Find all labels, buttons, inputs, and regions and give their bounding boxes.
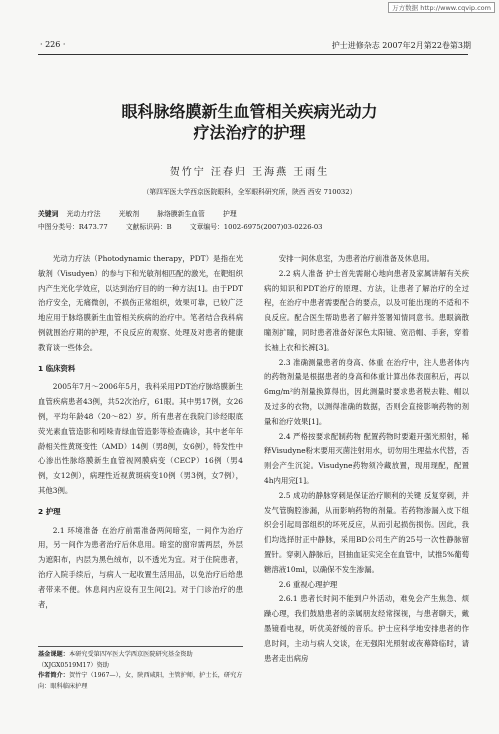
classification-number: 中图分类号：R473.77 bbox=[38, 223, 108, 231]
author-note-text: 贺竹宁（1967—），女，陕西咸阳，主管护师，护士长，研究方向：眼科临床护理 bbox=[38, 672, 243, 690]
affiliation: （第四军医大学西京医院眼科，全军眼科研究所，陕西 西安 710032） bbox=[142, 188, 357, 196]
footnote bbox=[38, 646, 243, 692]
left-column bbox=[38, 252, 243, 612]
body-paragraph: 2.5 成功的静脉穿刺是保证治疗顺利的关键 反复穿刺，并发气管胸腔渗漏，从而影响药物的剂量。若药物渗漏入皮下组织会引起局部组织的坏死反应，从而引起损伤损伤。因此，我们均选择肘正中静脉，采用BD公司生产的25号一次性静脉留置针。穿刺入静脉后，回抽血证实完全在血管中，试推5%葡萄糖溶液10ml，以确保不发生渗漏。 bbox=[264, 490, 469, 574]
keyword: 光动力疗法 bbox=[66, 210, 101, 218]
header-rule bbox=[38, 54, 468, 55]
keywords-line bbox=[38, 208, 253, 218]
keywords-label: 关键词 bbox=[38, 210, 59, 218]
body-paragraph: 2.6 重视心理护理 bbox=[278, 579, 338, 589]
body-paragraph: 2005年7月～2006年5月，我科采用PDT治疗脉络膜新生血管疾病患者43例，共52次治疗，61眼。其中男17例，女26例，平均年龄48（20～82）岁。所有患者在我院门诊经眼底荧光素血管造影和吲哚青绿血管造影等检查确诊，其中老年年龄相关性黄斑变性（AMD）14例（男8例，女6例），特发性中心渗出性脉络膜新生血管视网膜病变（CECP）16例（男4例，女12例），病理性近视黄斑病变10例（男3例，女7例），其他3例。 bbox=[38, 382, 243, 495]
fund-note bbox=[38, 650, 243, 671]
body-paragraph: 2.6.1 患者长时间不能到户外活动，难免会产生焦急、烦躁心理，我们鼓励患者的亲属朋友经常探视，与患者聊天，戴墨镜看电视，听优美舒缓的音乐。护士应科学地安排患者的作息时间，主动与病人交谈，在无强阳光照射或夜幕降临时，请患者走出病房 bbox=[264, 594, 469, 663]
watermark-stamp: 万方数据 http://www.cqvip.com bbox=[388, 2, 495, 13]
body-paragraph: 光动力疗法（Photodynamic therapy，PDT）是指在光敏剂（Visudyen）的参与下和光敏剂相匹配的激光，在靶组织内产生光化学效应，以达到治疗目的的一种方法[1]。由于PDT治疗安全，无痛微创，不损伤正常组织，效果可靠，已较广泛地应用于脉络膜新生血管相关疾病的治疗中。笔者结合我科病例就围治疗期的护理，不良反应的观察、处理及对患者的健康教育谈一些体会。 bbox=[38, 254, 243, 352]
classification-line bbox=[38, 221, 338, 231]
document-code: 文献标识码：B bbox=[125, 223, 172, 231]
article-title-line2: 疗法治疗的护理 bbox=[193, 123, 306, 142]
keyword: 光敏剂 bbox=[118, 210, 140, 218]
journal-header: 护士进修杂志 2007年2月第22卷第3期 bbox=[331, 41, 471, 50]
body-paragraph: 2.4 严格按要求配制药物 配置药物时要避开强光照射，稀释Visudyne粉末要用灭菌注射用水，切勿用生理盐水代替，否则会产生沉淀。Visudyne药物须冷藏放置，现用现配，配置4h内用完[1]。 bbox=[264, 431, 469, 485]
section-heading: 2 护理 bbox=[38, 506, 61, 516]
author-note-label: 作者简介： bbox=[38, 672, 69, 679]
article-title-line1: 眼科脉络膜新生血管相关疾病光动力 bbox=[121, 102, 378, 121]
fund-text: 本研究受第四军医大学西京医院研究基金资助（XJGX0519M17）资助 bbox=[38, 651, 193, 669]
page-number: · 226 · bbox=[40, 40, 66, 49]
body-paragraph: 2.2 病人准备 护士首先需耐心地向患者及家属讲解有关疾病的知识和PDT治疗的原理、方法，让患者了解治疗的全过程，在治疗中患者需要配合的要点，以及可能出现的不适和不良反应。配合医生帮助患者了解并签署知情同意书。患眼滴散瞳剂扩瞳，同时患者准备好深色太阳镜、宽沿帽、手套，穿着长袖上衣和长裤[3]。 bbox=[264, 268, 469, 352]
body-paragraph: 2.1 环境准备 在治疗前需准备两间暗室，一间作为治疗用，另一间作为患者治疗后休息用。暗室的窗帘需两层，外层为遮阳布，内层为黑色绒布，以不透光为宜。对于住院患者，治疗入院手续后，与病人一起收置生活用品，以免治疗后给患者带来不便。休息间内应设有卫生间[2]。对于门诊治疗的患者， bbox=[38, 525, 243, 609]
fund-label: 基金课题： bbox=[38, 651, 69, 658]
section-heading: 1 临床资料 bbox=[38, 363, 76, 373]
article-number: 文章编号：1002-6975(2007)03-0226-03 bbox=[189, 223, 323, 231]
author-note bbox=[38, 671, 243, 692]
right-column bbox=[264, 252, 469, 666]
body-paragraph: 安排一间休息室，为患者治疗前准备及休息用。 bbox=[278, 254, 435, 263]
body-paragraph: 2.3 准确测量患者的身高、体重 在治疗中，注人患者体内的药物剂量是根据患者的身高和体重计算出体表面积后，再以6mg/m²的剂量换算得出，因此测量时要求患者脱去鞋、帽以及过多的衣物，以测得准确的数据，否则会直接影响药物的剂量和治疗效果[1]。 bbox=[264, 357, 469, 426]
author-list: 贺竹宁 汪春归 王海燕 王雨生 bbox=[169, 167, 330, 178]
keyword: 脉络膜新生血管 bbox=[157, 210, 205, 218]
keyword: 护理 bbox=[223, 210, 237, 218]
